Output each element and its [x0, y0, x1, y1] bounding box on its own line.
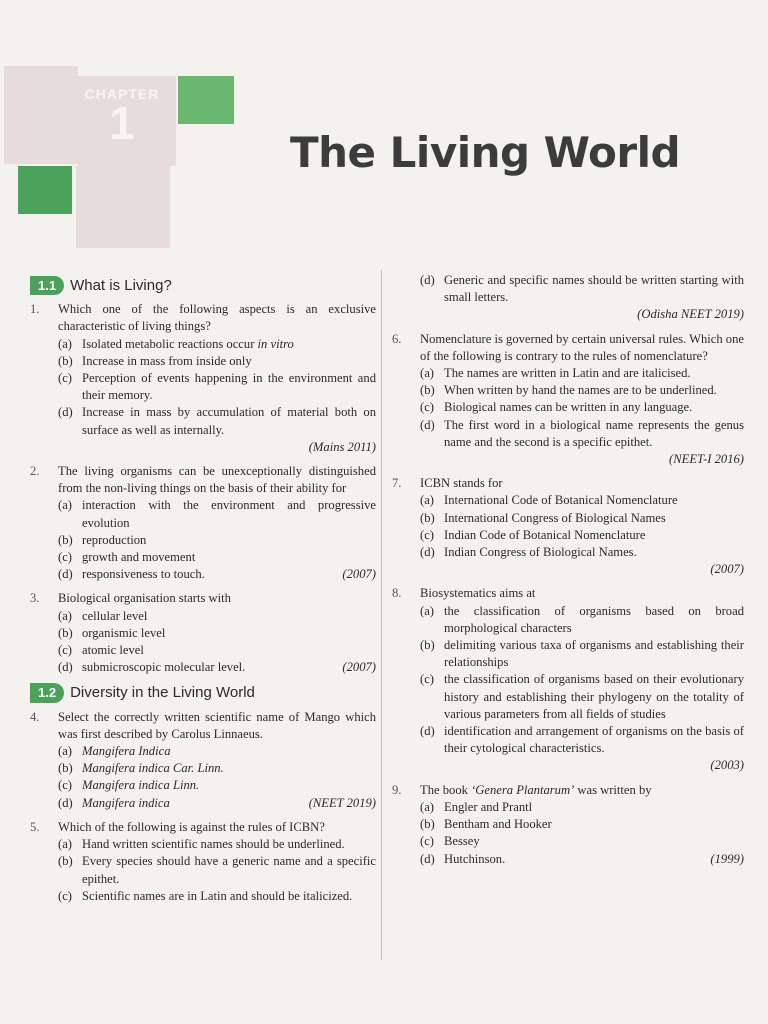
question-6 — [392, 331, 744, 469]
option-d: (d) Hutchinson. (1999) — [420, 851, 744, 868]
question-source: (Odisha NEET 2019) — [637, 307, 744, 322]
option-c: (c) Mangifera indica Linn. — [58, 778, 200, 793]
right-column — [392, 272, 744, 875]
option-b: (b) delimiting various taxa of organisms and establishing their relationships — [420, 638, 744, 670]
chapter-label: CHAPTER — [84, 86, 160, 102]
option-d: (d) The first word in a biological name represents the genus name and the second is a specific epithet. — [420, 417, 744, 449]
question-number: 4. — [30, 709, 40, 724]
section-title: Diversity in the Living World — [70, 684, 255, 702]
question-text: ICBN stands for — [420, 476, 503, 491]
option-d: (d) Indian Congress of Biological Names. — [420, 545, 637, 560]
question-source: (NEET-I 2016) — [669, 452, 744, 467]
question-number: 6. — [392, 331, 402, 346]
section-number-badge: 1.1 — [30, 276, 64, 295]
column-divider — [381, 270, 382, 960]
question-text: Nomenclature is governed by certain universal rules. Which one of the following is contrary to the rules of nomenclature? — [420, 331, 744, 363]
option-a: (a) Mangifera Indica — [58, 744, 171, 759]
question-3 — [30, 590, 376, 676]
question-number: 9. — [392, 782, 402, 797]
question-text: Biological organisation starts with — [58, 591, 231, 606]
question-text: Which one of the following aspects is an exclusive characteristic of living things? — [58, 302, 376, 334]
option-a: (a) International Code of Botanical Nomenclature — [420, 493, 678, 508]
option-d: (d) identification and arrangement of organisms on the basis of their cytological characteristics. — [420, 724, 744, 756]
question-number: 7. — [392, 476, 402, 491]
question-source: (2003) — [710, 758, 744, 773]
question-number: 2. — [30, 464, 40, 479]
option-c: (c) Bessey — [420, 834, 480, 849]
question-text: Biosystematics aims at — [420, 586, 536, 601]
question-8 — [392, 585, 744, 774]
option-c: (c) Perception of events happening in the environment and their memory. — [58, 371, 376, 403]
question-7 — [392, 475, 744, 578]
chapter-block-light-top — [4, 66, 78, 164]
option-c: (c) Scientific names are in Latin and should be italicized. — [58, 888, 353, 903]
option-c: (c) atomic level — [58, 643, 144, 658]
option-a: (a) Hand written scientific names should be underlined. — [58, 837, 345, 852]
question-5 — [30, 819, 376, 905]
question-number: 1. — [30, 302, 40, 317]
question-1 — [30, 301, 376, 456]
question-number: 3. — [30, 591, 40, 606]
section-title: What is Living? — [70, 277, 172, 294]
option-a: (a) Isolated metabolic reactions occur in vitro — [58, 336, 294, 351]
option-d: (d) responsiveness to touch. (2007) — [58, 566, 376, 583]
option-a: (a) cellular level — [58, 608, 148, 623]
question-text: The book ‘Genera Plantarum’ was written by — [420, 782, 652, 797]
option-d: (d) Increase in mass by accumulation of material both on surface as well as internally. — [58, 405, 376, 437]
option-a: (a) interaction with the environment and progressive evolution — [58, 498, 376, 530]
option-b: (b) International Congress of Biological Names — [420, 510, 666, 525]
chapter-block-green-left — [18, 166, 72, 214]
option-c: (c) growth and movement — [58, 550, 196, 565]
question-text: Which of the following is against the rules of ICBN? — [58, 819, 325, 834]
question-number: 5. — [30, 819, 40, 834]
option-c: (c) Biological names can be written in any language. — [420, 400, 693, 415]
option-b: (b) Every species should have a generic name and a specific epithet. — [58, 854, 376, 886]
question-source: (2007) — [342, 567, 376, 582]
option-b: (b) Mangifera indica Car. Linn. — [58, 761, 224, 776]
question-source: (NEET 2019) — [308, 795, 376, 810]
chapter-block-green-right — [178, 76, 234, 124]
option-d: (d) Mangifera indica (NEET 2019) — [58, 795, 376, 812]
left-column — [30, 272, 376, 912]
page-title: The Living World — [290, 128, 681, 177]
option-a: (a) Engler and Prantl — [420, 799, 533, 814]
chapter-number: 1 — [109, 97, 135, 149]
question-source: (Mains 2011) — [308, 439, 376, 454]
question-text: The living organisms can be unexceptionally distinguished from the non-living things on the basis of their ability for — [58, 464, 376, 496]
option-d: (d) Generic and specific names should be written starting with small letters. — [420, 273, 744, 305]
section-number-badge: 1.2 — [30, 683, 64, 702]
section-heading-1-2 — [30, 683, 376, 702]
option-a: (a) The names are written in Latin and are italicised. — [420, 366, 691, 381]
question-2 — [30, 463, 376, 583]
option-c: (c) the classification of organisms based on their evolutionary history and establishing their phylogeny on the totality of various parameters from all fields of studies — [420, 672, 744, 721]
option-b: (b) Increase in mass from inside only — [58, 353, 252, 368]
option-c: (c) Indian Code of Botanical Nomenclature — [420, 527, 646, 542]
question-number: 8. — [392, 586, 402, 601]
option-b: (b) reproduction — [58, 532, 147, 547]
question-source: (2007) — [710, 562, 744, 577]
chapter-block-light-bottom — [76, 166, 170, 248]
section-heading-1-1 — [30, 276, 376, 295]
question-text: Select the correctly written scientific name of Mango which was first described by Carolus Linnaeus. — [58, 709, 376, 741]
option-a: (a) the classification of organisms based on broad morphological characters — [420, 603, 744, 635]
question-5-continued — [392, 272, 744, 324]
question-4 — [30, 709, 376, 812]
option-d: (d) submicroscopic molecular level. (2007) — [58, 659, 376, 676]
option-b: (b) When written by hand the names are to be underlined. — [420, 383, 717, 398]
question-9 — [392, 782, 744, 868]
option-b: (b) organismic level — [58, 625, 166, 640]
option-b: (b) Bentham and Hooker — [420, 817, 552, 832]
question-source: (2007) — [342, 660, 376, 675]
question-source: (1999) — [710, 851, 744, 866]
